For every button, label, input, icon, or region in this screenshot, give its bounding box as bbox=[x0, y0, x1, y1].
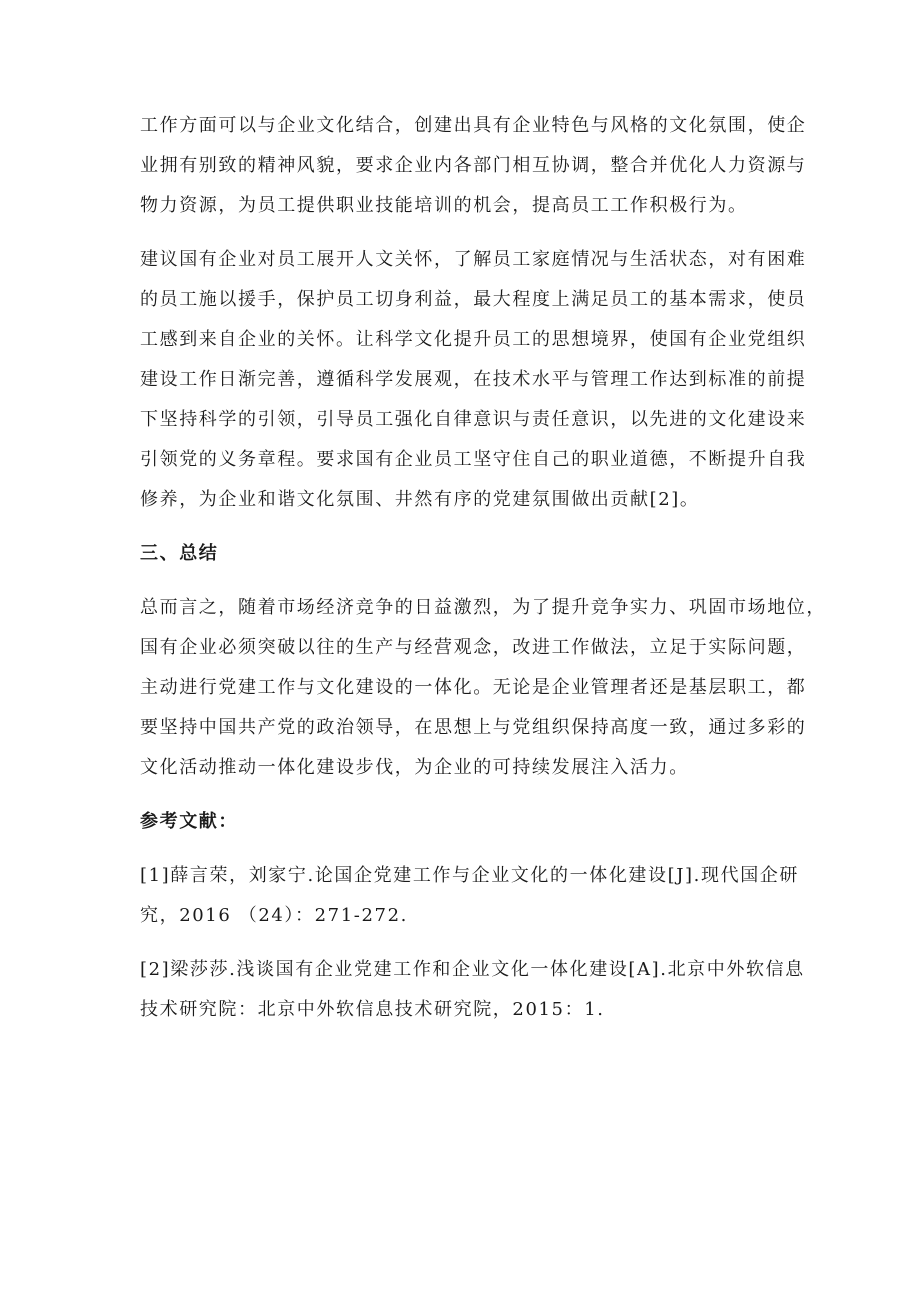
text-line: [2]梁莎莎.浅谈国有企业党建工作和企业文化一体化建设[A].北京中外软信息 bbox=[140, 959, 805, 980]
text-line: 建议国有企业对员工展开人文关怀，了解员工家庭情况与生活状态，对有困难 bbox=[140, 249, 807, 270]
text-line: 工作方面可以与企业文化结合，创建出具有企业特色与风格的文化氛围，使企 bbox=[140, 115, 807, 136]
text-line: 修养，为企业和谐文化氛围、井然有序的党建氛围做出贡献[2]。 bbox=[140, 489, 700, 510]
text-line: 引领党的义务章程。要求国有企业员工坚守住自己的职业道德，不断提升自我 bbox=[140, 449, 807, 470]
text-line: 要坚持中国共产党的政治领导，在思想上与党组织保持高度一致，通过多彩的 bbox=[140, 717, 807, 738]
text-line: 究，2016 （24）：271-272. bbox=[140, 905, 408, 926]
summary-paragraph bbox=[140, 588, 826, 788]
text-line: 技术研究院：北京中外软信息技术研究院，2015：1. bbox=[140, 999, 605, 1020]
text-line: 的员工施以援手，保护员工切身利益，最大程度上满足员工的基本需求，使员 bbox=[140, 289, 807, 310]
body-paragraph-2 bbox=[140, 240, 807, 520]
text-line: 文化活动推动一体化建设步伐，为企业的可持续发展注入活力。 bbox=[140, 757, 689, 778]
text-line: [1]薛言荣，刘家宁.论国企党建工作与企业文化的一体化建设[J].现代国企研 bbox=[140, 865, 799, 886]
body-paragraph-1 bbox=[140, 106, 807, 226]
text-line: 下坚持科学的引领，引导员工强化自律意识与责任意识，以先进的文化建设来 bbox=[140, 409, 807, 430]
text-line: 主动进行党建工作与文化建设的一体化。无论是企业管理者还是基层职工，都 bbox=[140, 677, 807, 698]
text-line: 业拥有别致的精神风貌，要求企业内各部门相互协调，整合并优化人力资源与 bbox=[140, 155, 807, 176]
reference-item-2 bbox=[140, 950, 805, 1030]
text-line: 总而言之，随着市场经济竞争的日益激烈，为了提升竞争实力、巩固市场地位， bbox=[140, 597, 826, 618]
reference-item-1 bbox=[140, 856, 799, 936]
text-line: 建设工作日渐完善，遵循科学发展观，在技术水平与管理工作达到标准的前提 bbox=[140, 369, 807, 390]
section-heading: 三、总结 bbox=[140, 543, 219, 564]
text-line: 国有企业必须突破以往的生产与经营观念，改进工作做法，立足于实际问题， bbox=[140, 637, 807, 658]
text-line: 物力资源，为员工提供职业技能培训的机会，提高员工工作积极行为。 bbox=[140, 195, 748, 216]
references-heading: 参考文献： bbox=[140, 811, 238, 832]
document-page bbox=[140, 106, 826, 1030]
text-line: 工感到来自企业的关怀。让科学文化提升员工的思想境界，使国有企业党组织 bbox=[140, 329, 807, 350]
